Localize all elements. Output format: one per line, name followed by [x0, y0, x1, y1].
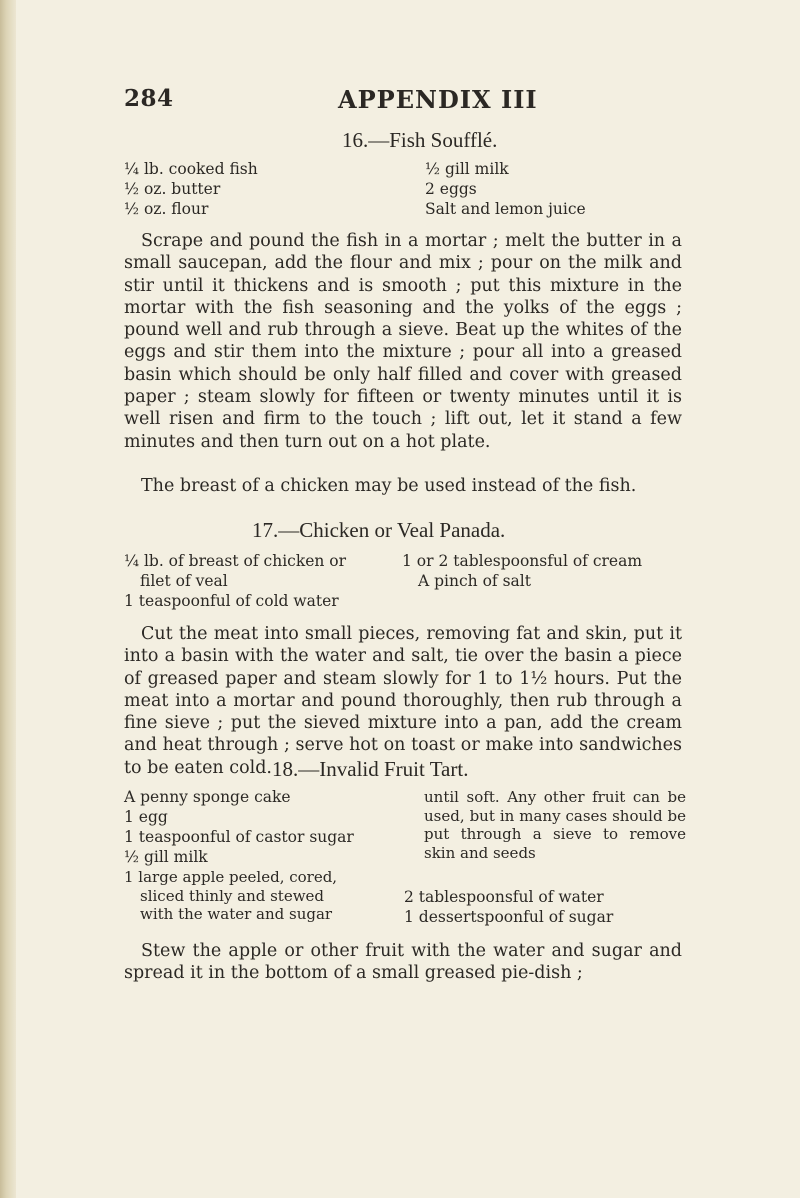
ingredient: A pinch of salt	[418, 572, 531, 590]
recipe-method: Scrape and pound the fish in a mortar ; melt the butter in a small saucepan, add the flour and mix ; pour on the milk and stir until it thickens and is smooth ; put this mixture in the mortar with the fish seasoning and the yolks of the eggs ; pound well and rub through a sieve. Beat up the whites of the eggs and stir them into the mixture ; pour all into a greased basin which should be only half filled and cover with greased paper ; steam slowly for fifteen or twenty minutes until it is well risen and firm to the touch ; lift out, let it stand a few minutes and then turn out on a hot plate.	[124, 231, 682, 452]
recipe-note: The breast of a chicken may be used instead of the fish.	[141, 476, 637, 496]
ingredient: ½ gill milk	[124, 848, 208, 866]
ingredient: 1 large apple peeled, cored, sliced thinly and stewed with the water and sugar	[124, 868, 338, 923]
running-header: APPENDIX III	[338, 85, 538, 114]
recipe-title: 17.—Chicken or Veal Panada.	[252, 518, 506, 542]
ingredient-continuation: until soft. Any other fruit can be used, but in many cases should be put through a sieve to remove skin and seeds	[424, 788, 686, 862]
recipe-method: Stew the apple or other fruit with the water and sugar and spread it in the bottom of a small greased pie-dish ;	[124, 941, 682, 984]
ingredient: 2 tablespoonsful of water	[404, 888, 604, 906]
ingredient: 1 teaspoonful of cold water	[124, 592, 339, 610]
ingredient: ½ gill milk	[425, 160, 509, 178]
ingredient: ½ oz. flour	[124, 200, 209, 218]
recipe-title: 16.—Fish Soufflé.	[342, 128, 498, 152]
ingredient: 1 egg	[124, 808, 168, 826]
ingredient: A penny sponge cake	[124, 788, 291, 806]
ingredient: ¼ lb. cooked fish	[124, 160, 258, 178]
ingredient: 1 teaspoonful of castor sugar	[124, 828, 354, 846]
recipe-title: 18.—Invalid Fruit Tart.	[272, 757, 469, 781]
ingredient: ½ oz. butter	[124, 180, 221, 198]
recipe-method: Cut the meat into small pieces, removing fat and skin, put it into a basin with the water and salt, tie over the basin a piece of greased paper and steam slowly for 1 to 1½ hours. Put the meat into a mortar and pound thoroughly, then rub through a fine sieve ; put the sieved mixture into a pan, add the cream and heat through ; serve hot on toast or make into sandwiches to be eaten cold.	[124, 624, 682, 778]
ingredient: ¼ lb. of breast of chicken or	[124, 552, 347, 570]
page-number: 284	[124, 85, 174, 112]
ingredient: 1 dessertspoonful of sugar	[404, 908, 614, 926]
ingredient: Salt and lemon juice	[425, 200, 586, 218]
ingredient: filet of veal	[140, 572, 228, 590]
ingredient: 2 eggs	[425, 180, 477, 198]
ingredient: 1 or 2 tablespoonsful of cream	[402, 552, 643, 570]
